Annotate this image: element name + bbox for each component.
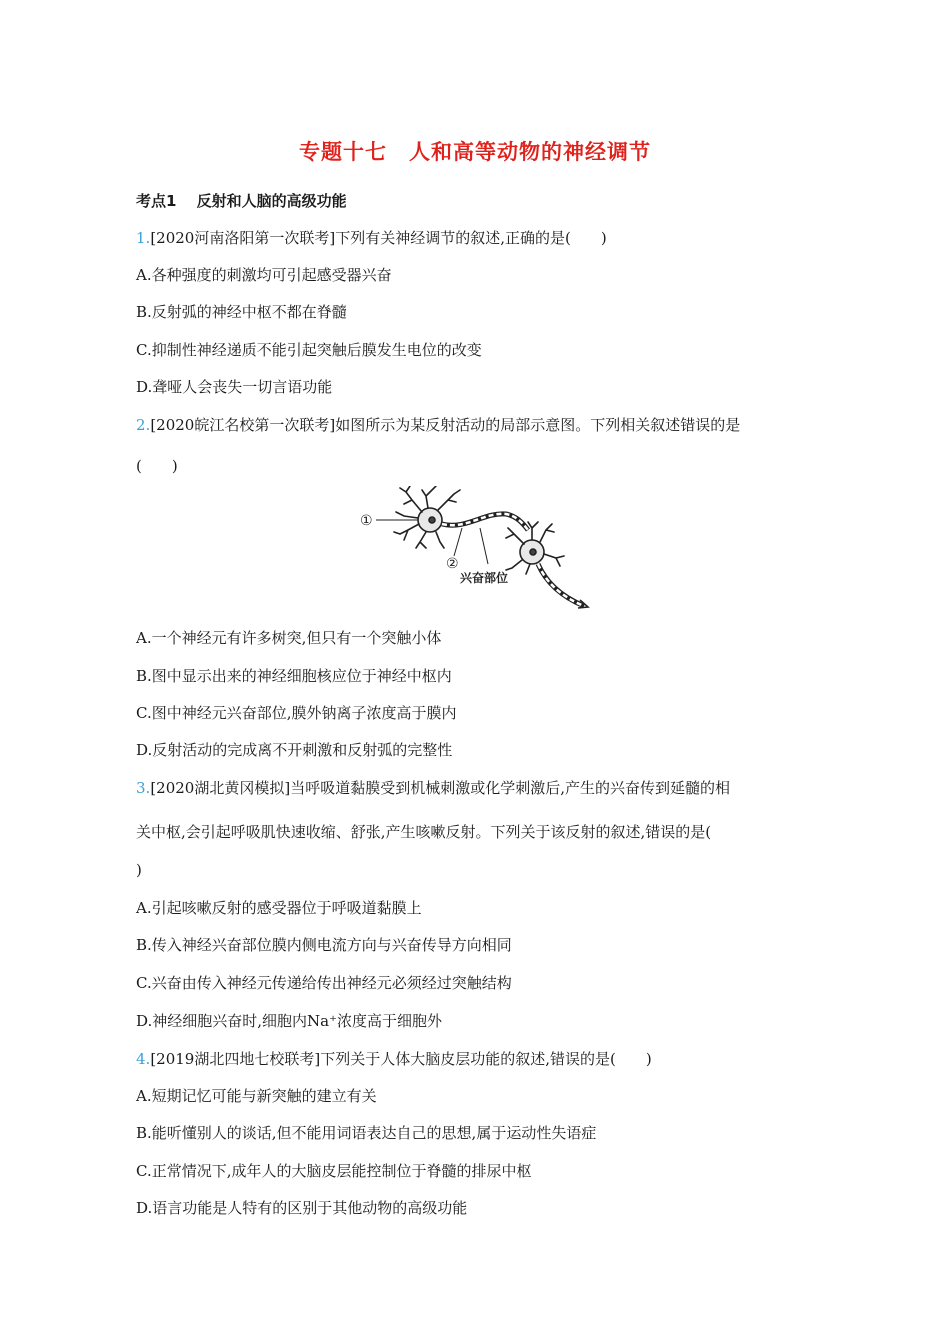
page-title: 专题十七 人和高等动物的神经调节: [299, 140, 651, 164]
question-1-option-b: B.反射弧的神经中枢不都在脊髓: [136, 303, 347, 321]
axon-2: [538, 564, 584, 606]
site-leader: [480, 528, 488, 564]
neuron-2: [506, 522, 564, 574]
neuron-1: [394, 486, 460, 548]
question-text: [2020湖北黄冈模拟]当呼吸道黏膜受到机械刺激或化学刺激后,产生的兴奋传到延髓的相: [150, 779, 730, 797]
question-4-option-b: B.能听懂别人的谈话,但不能用词语表达自己的思想,属于运动性失语症: [136, 1124, 597, 1142]
label-2: ②: [446, 556, 459, 572]
question-3-option-d: D.神经细胞兴奋时,细胞内Na⁺浓度高于细胞外: [136, 1012, 443, 1030]
question-3-stem-cont: 关中枢,会引起呼吸肌快速收缩、舒张,产生咳嗽反射。下列关于该反射的叙述,错误的是(: [136, 823, 712, 841]
question-3-stem-cont2: ): [136, 861, 142, 879]
question-number: 2.: [136, 416, 151, 434]
question-4-option-d: D.语言功能是人特有的区别于其他动物的高级功能: [136, 1199, 468, 1217]
label-2-leader: [454, 528, 462, 556]
question-4-stem: [136, 1049, 652, 1069]
question-number: 3.: [136, 779, 151, 797]
question-text: [2019湖北四地七校联考]下列关于人体大脑皮层功能的叙述,错误的是( ): [150, 1050, 652, 1068]
question-3-option-c: C.兴奋由传入神经元传递给传出神经元必须经过突触结构: [136, 974, 512, 992]
question-text: [2020皖江名校第一次联考]如图所示为某反射活动的局部示意图。下列相关叙述错误的是: [150, 416, 741, 434]
question-2-option-d: D.反射活动的完成离不开刺激和反射弧的完整性: [136, 741, 453, 759]
question-1-stem: [136, 228, 607, 248]
question-2-option-c: C.图中神经元兴奋部位,膜外钠离子浓度高于膜内: [136, 704, 457, 722]
excited-site-label: 兴奋部位: [460, 571, 509, 585]
question-2-option-a: A.一个神经元有许多树突,但只有一个突触小体: [136, 629, 442, 647]
question-1-option-a: A.各种强度的刺激均可引起感受器兴奋: [136, 266, 392, 284]
question-3-option-b: B.传入神经兴奋部位膜内侧电流方向与兴奋传导方向相同: [136, 936, 512, 954]
question-1-option-d: D.聋哑人会丧失一切言语功能: [136, 378, 333, 396]
label-1: ①: [360, 513, 373, 529]
question-2-option-b: B.图中显示出来的神经细胞核应位于神经中枢内: [136, 667, 452, 685]
reflex-diagram: [356, 486, 592, 612]
question-4-option-c: C.正常情况下,成年人的大脑皮层能控制位于脊髓的排尿中枢: [136, 1162, 532, 1180]
question-number: 4.: [136, 1050, 151, 1068]
question-2-stem: [136, 415, 740, 435]
question-4-option-a: A.短期记忆可能与新突触的建立有关: [136, 1087, 377, 1105]
question-text: [2020河南洛阳第一次联考]下列有关神经调节的叙述,正确的是( ): [150, 229, 607, 247]
question-1-option-c: C.抑制性神经递质不能引起突触后膜发生电位的改变: [136, 341, 482, 359]
question-2-stem-cont: ( ): [136, 457, 178, 475]
question-number: 1.: [136, 229, 151, 247]
section-heading: 考点1 反射和人脑的高级功能: [136, 192, 347, 210]
question-3-option-a: A.引起咳嗽反射的感受器位于呼吸道黏膜上: [136, 899, 422, 917]
question-3-stem: [136, 778, 730, 798]
